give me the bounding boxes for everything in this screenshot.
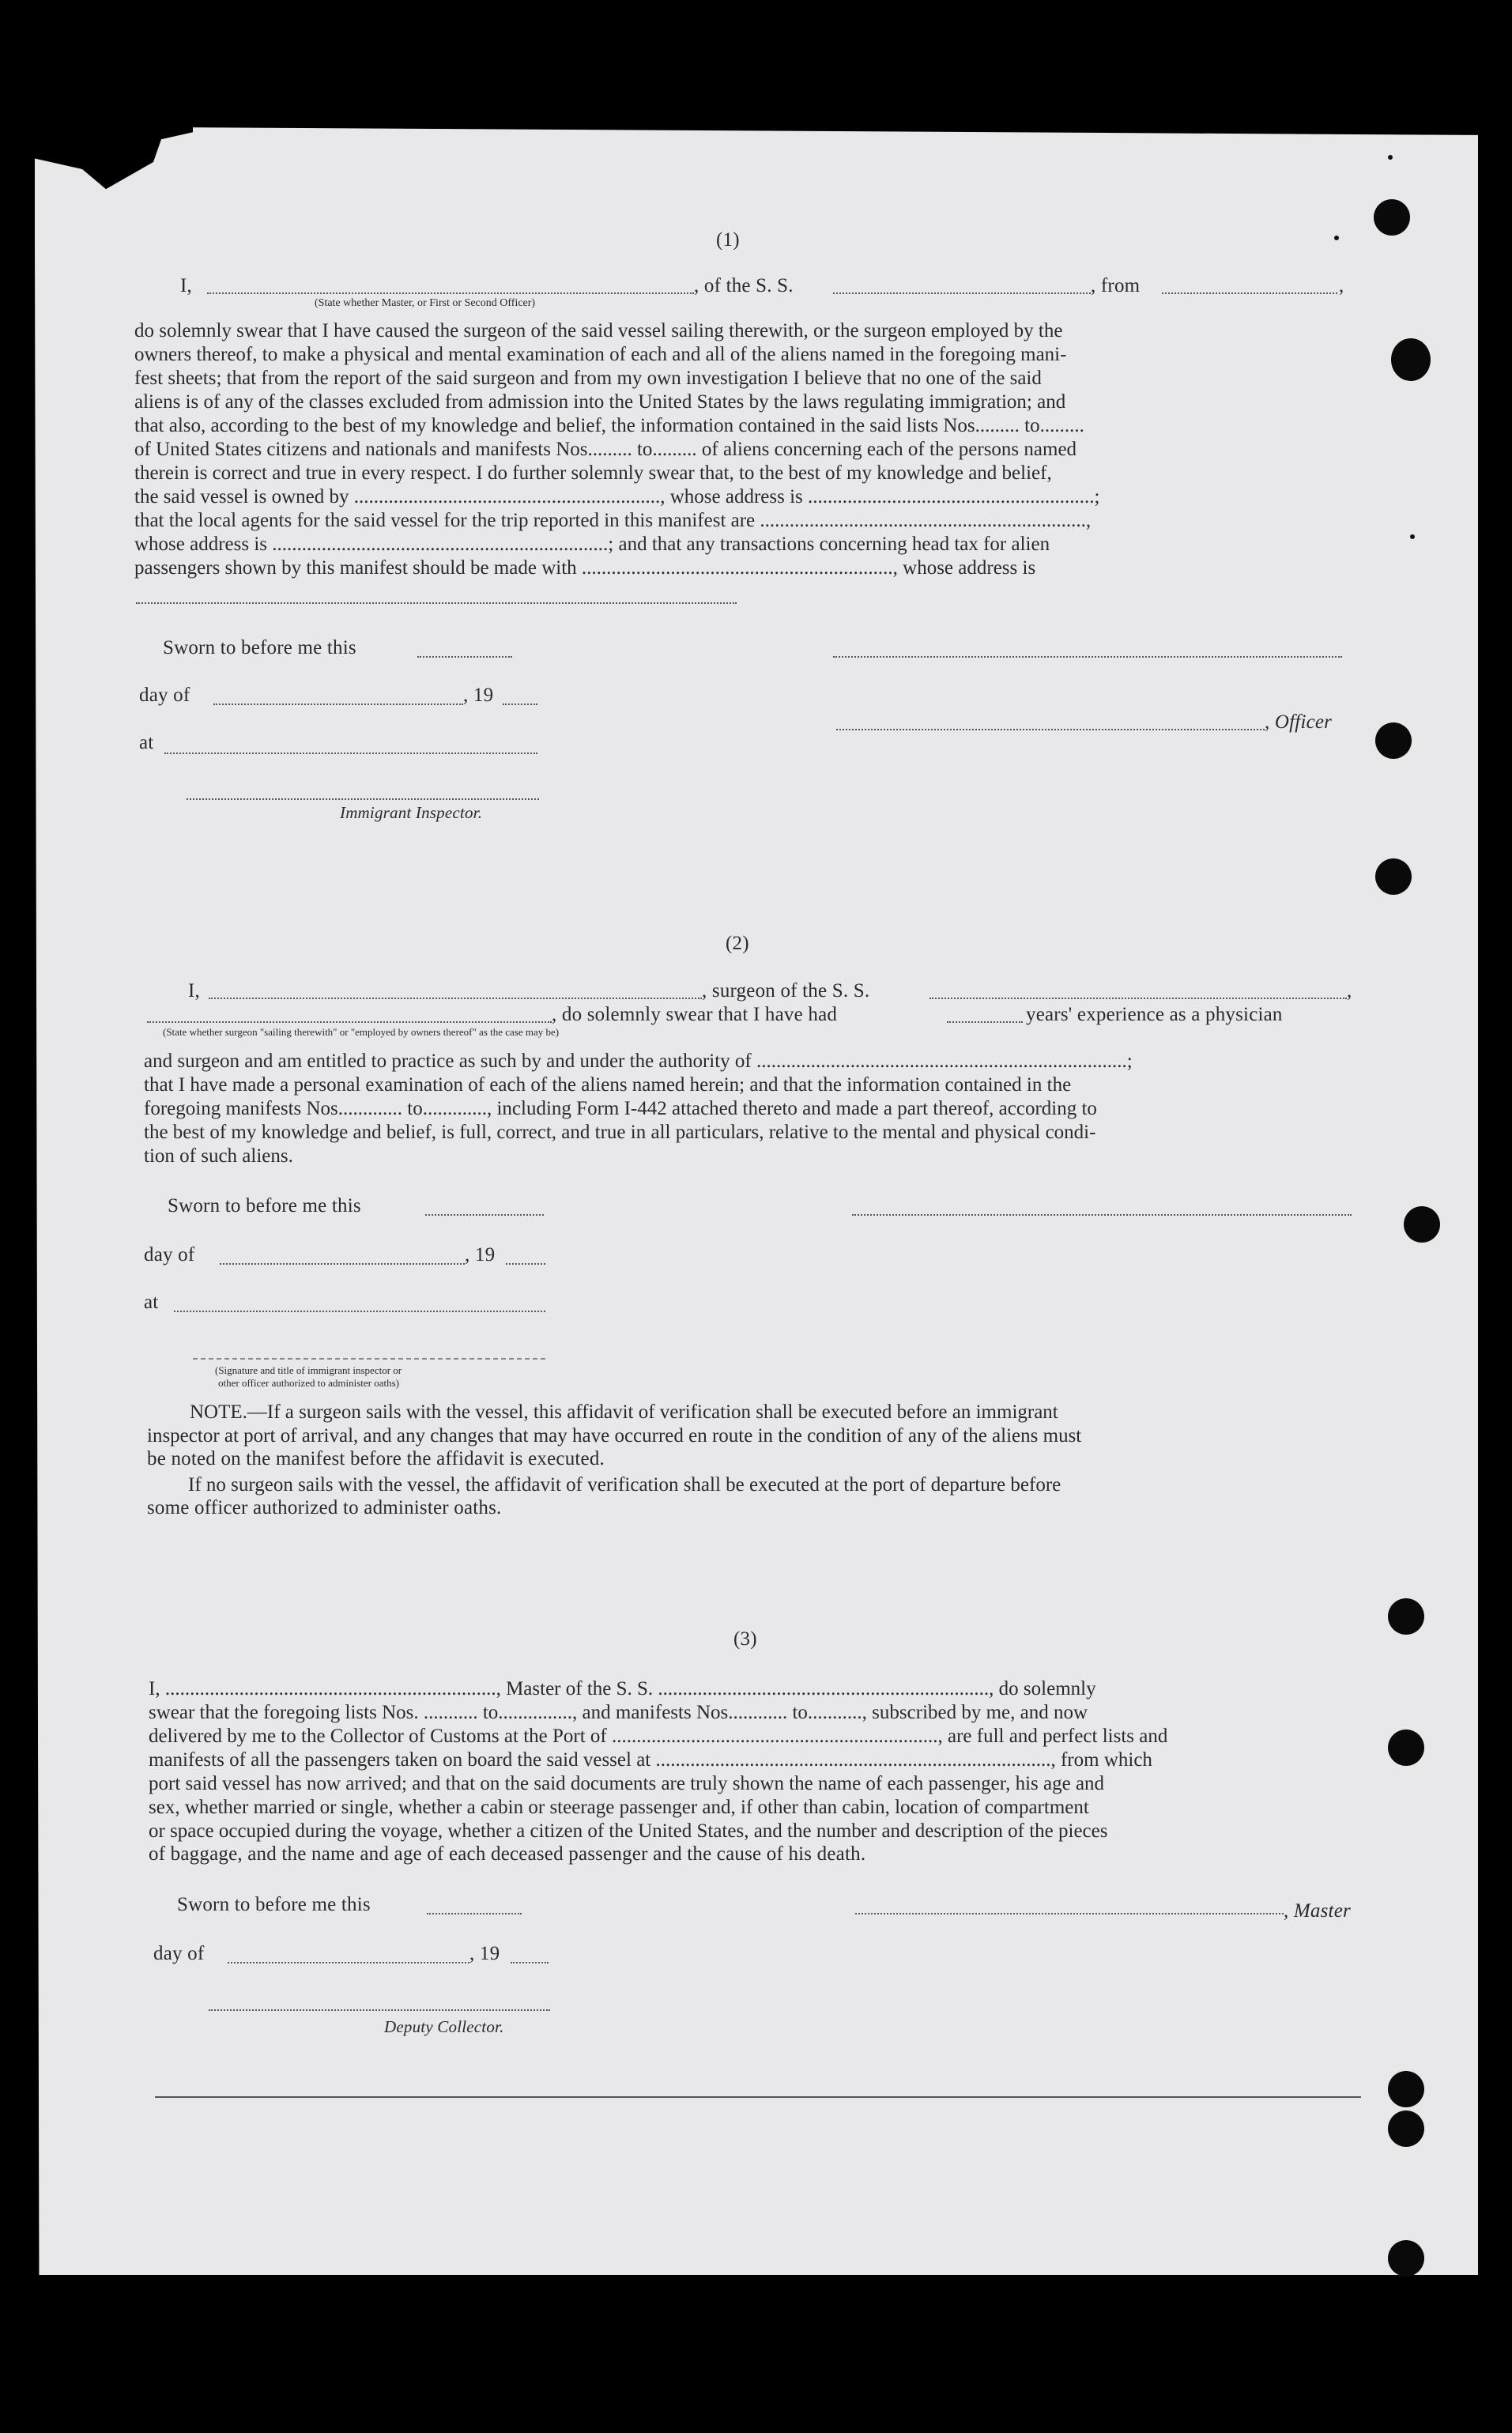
oath-1-line: whose address is ....................................................................; and that any transactions concerning head tax for alien (134, 534, 1050, 555)
oath-2-line: tion of such aliens. (144, 1145, 293, 1167)
punch-hole (1404, 1206, 1440, 1243)
comma: , (1347, 980, 1352, 1001)
speck (1410, 534, 1415, 539)
oath-1-line: do solemnly swear that I have caused the surgeon of the said vessel sailing therewith, or the surgeon employed by the (134, 320, 1063, 341)
oath-2-i: I, (188, 980, 200, 1001)
oath-3-line: I, ..................................................................., Master of the S. S. ..................................................................., do solemnly (149, 1678, 1096, 1699)
oath-3-line: swear that the foregoing lists Nos. ........... to..............., and manifests Nos............ to..........., subscribed by me, and now (149, 1702, 1088, 1723)
sworn-label: Sworn to before me this (177, 1894, 371, 1915)
oath-1-i: I, (180, 275, 192, 296)
note-line: inspector at port of arrival, and any changes that may have occurred en route in the condition of any of the aliens must (147, 1425, 1082, 1447)
officer-signature-blank (836, 729, 1265, 730)
punch-hole (1388, 1730, 1424, 1766)
oath-1-line: that also, according to the best of my knowledge and belief, the information contained in the said lists Nos......... to......... (134, 415, 1084, 436)
comma: , (1339, 275, 1344, 296)
oath-3-line: manifests of all the passengers taken on board the said vessel at ................................................................................, from which (149, 1749, 1152, 1771)
year-label: , 19 (469, 1943, 500, 1964)
section-1-number: (1) (716, 229, 740, 251)
master-label: , Master (1284, 1900, 1351, 1922)
signature-blank (833, 656, 1342, 658)
year-blank (506, 1263, 545, 1265)
oath-3-line: sex, whether married or single, whether a cabin or steerage passenger and, if other than cabin, location of compartment (149, 1797, 1089, 1818)
oath-3-line: of baggage, and the name and age of each deceased passenger and the cause of his death. (149, 1843, 866, 1865)
surgeon-caption: (State whether surgeon "sailing therewith" or "employed by owners thereof" as the case may be) (163, 1026, 560, 1038)
sworn-day-blank (417, 656, 512, 658)
officer-label: , Officer (1265, 711, 1333, 733)
oath-1-line: aliens is of any of the classes excluded from admission into the United States by the laws regulating immigration; and (134, 391, 1066, 413)
section-2-number: (2) (726, 933, 749, 954)
surgeon-name-blank (209, 998, 702, 999)
oath-2-line: that I have made a personal examination of each of the aliens named herein; and that the information contained in the (144, 1074, 1072, 1096)
rank-caption: (State whether Master, or First or Second Officer) (315, 297, 536, 309)
oath-1-line: the said vessel is owned by .............................................................., whose address is ..........................................................; (134, 486, 1100, 507)
month-blank (220, 1263, 465, 1265)
at-blank (164, 753, 537, 754)
note-line: If no surgeon sails with the vessel, the affidavit of verification shall be executed at the port of departure before (188, 1474, 1061, 1496)
punch-hole (1388, 2071, 1424, 2107)
punch-hole (1375, 722, 1412, 759)
bottom-rule (155, 2096, 1361, 2098)
at-label: at (139, 732, 154, 753)
note-line: NOTE.—If a surgeon sails with the vessel, this affidavit of verification shall be executed before an immigrant (190, 1401, 1058, 1423)
inspector-signature-blank (187, 798, 539, 800)
year-label: , 19 (465, 1244, 496, 1266)
sworn-day-blank (425, 1214, 544, 1216)
oath-3-line: delivered by me to the Collector of Customs at the Port of .................................................................., are full and perfect lists and (149, 1726, 1168, 1747)
oath-2-line: the best of my knowledge and belief, is full, correct, and true in all particulars, relative to the mental and physical condi- (144, 1122, 1096, 1143)
day-of-label: day of (139, 685, 190, 706)
name-blank (207, 292, 694, 294)
years-blank (947, 1021, 1023, 1023)
day-of-label: day of (153, 1943, 205, 1964)
from-blank (1162, 292, 1337, 294)
oath-3-line: or space occupied during the voyage, whether a citizen of the United States, and the number and description of the pieces (149, 1820, 1108, 1842)
punch-hole (1388, 2110, 1424, 2147)
surgeon-vessel-blank (929, 998, 1347, 999)
oath-1-line: passengers shown by this manifest should be made with ..............................................................., whose address is (134, 557, 1036, 579)
collector-signature-blank (209, 2009, 550, 2011)
year-blank (511, 1962, 549, 1963)
oath-1-line: therein is correct and true in every respect. I do further solemnly swear that, to the best of my knowledge and belief, (134, 462, 1052, 484)
note-line: some officer authorized to administer oaths. (147, 1497, 502, 1518)
surgeon-type-blank (147, 1021, 552, 1023)
punch-hole (1374, 199, 1410, 236)
deputy-collector-label: Deputy Collector. (384, 2017, 504, 2036)
note-line: be noted on the manifest before the affidavit is executed. (147, 1448, 605, 1469)
oath-2-line: foregoing manifests Nos............. to............., including Form I-442 attached thereto and made a part thereof, according to (144, 1098, 1097, 1119)
surgeon-signature-blank (852, 1214, 1352, 1216)
signature-caption: other officer authorized to administer oaths) (218, 1377, 399, 1389)
master-signature-blank (855, 1913, 1284, 1914)
oath-1-line: that the local agents for the said vessel for the trip reported in this manifest are .................................................................., (134, 510, 1092, 531)
oath-1-line: fest sheets; that from the report of the said surgeon and from my own investigation I believe that no one of the said (134, 368, 1042, 389)
signature-caption: (Signature and title of immigrant inspector or (215, 1364, 402, 1376)
sworn-label: Sworn to before me this (168, 1195, 361, 1216)
month-blank (213, 703, 463, 705)
oath-1-line: owners thereof, to make a physical and mental examination of each and all of the aliens named in the foregoing mani- (134, 344, 1067, 365)
at-blank (174, 1311, 545, 1312)
speck (1334, 236, 1339, 240)
punch-hole (1375, 858, 1412, 895)
section-3-number: (3) (733, 1628, 757, 1650)
address-continuation-blank (136, 602, 737, 604)
year-label: , 19 (463, 685, 494, 706)
surgeon-of-ss-label: , surgeon of the S. S. (702, 980, 870, 1001)
at-label: at (144, 1292, 159, 1313)
punch-hole (1388, 1598, 1424, 1635)
of-ss-label: , of the S. S. (694, 275, 794, 296)
sworn-day-blank (427, 1913, 522, 1914)
vessel-blank (833, 292, 1091, 294)
sworn-label: Sworn to before me this (163, 637, 356, 658)
oath-1-line: of United States citizens and nationals and manifests Nos......... to......... of aliens concerning each of the persons named (134, 439, 1077, 460)
punch-hole (1388, 2240, 1424, 2276)
inspector-label: Immigrant Inspector. (340, 803, 483, 822)
experience-label: years' experience as a physician (1026, 1004, 1283, 1025)
year-blank (503, 703, 537, 705)
oath-3-line: port said vessel has now arrived; and that on the said documents are truly shown the name of each passenger, his age and (149, 1773, 1105, 1794)
from-label: , from (1091, 275, 1141, 296)
punch-hole (1391, 338, 1431, 381)
day-of-label: day of (144, 1244, 195, 1266)
surgeon-swear-label: , do solemnly swear that I have had (552, 1004, 838, 1025)
month-blank (228, 1962, 469, 1963)
speck (1388, 155, 1393, 160)
authority-signature-blank (193, 1358, 545, 1360)
oath-2-line: and surgeon and am entitled to practice as such by and under the authority of ...........................................................................; (144, 1051, 1133, 1072)
